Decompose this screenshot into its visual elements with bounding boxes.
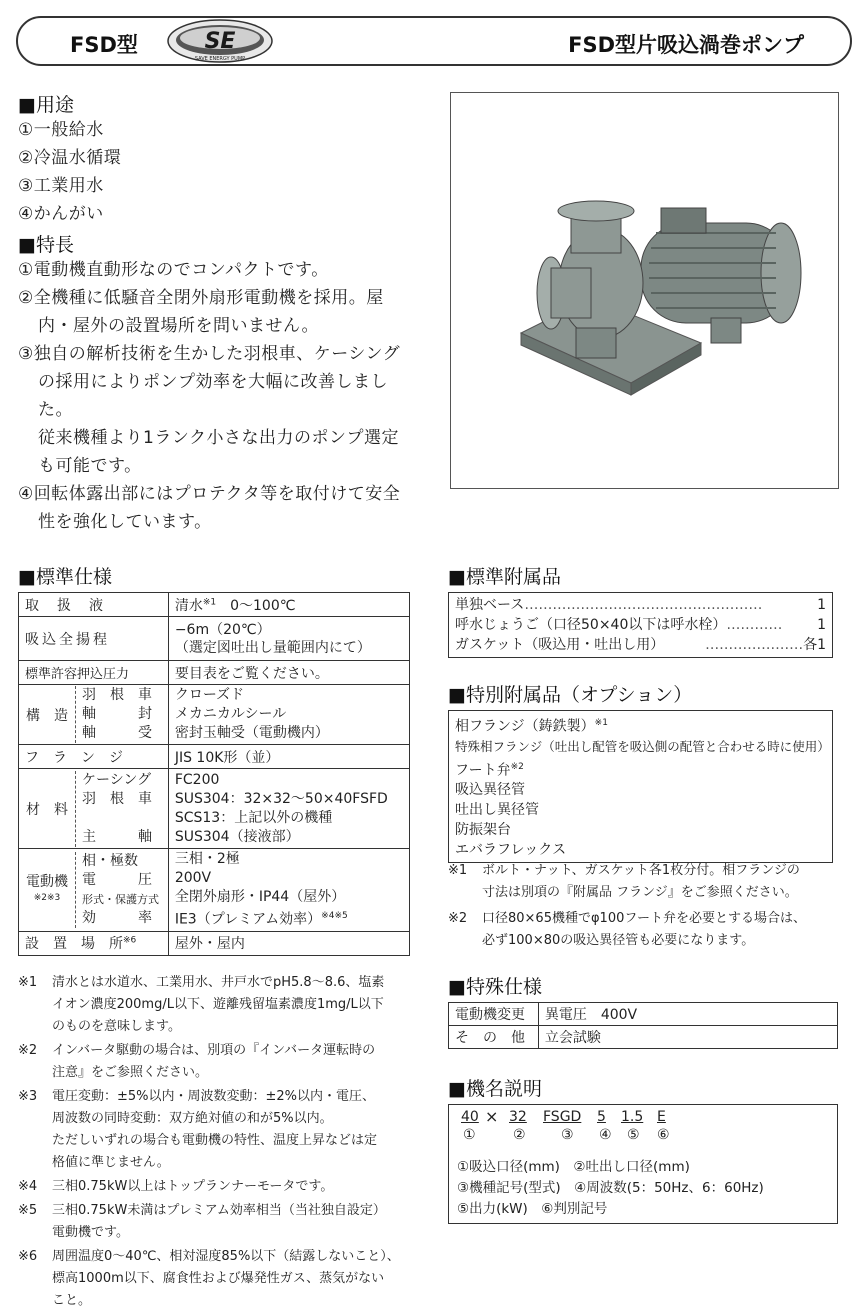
spec-label-motor: 電動機 ※2※3 相・極数 電 圧 形式・保護方式 効 率 <box>19 849 169 932</box>
features-list <box>18 256 418 536</box>
page-header <box>16 16 852 66</box>
list-item: 特殊相フランジ（吐出し配管を吸込側の配管と合わせる時に使用） <box>455 738 830 754</box>
special-heading: ■特殊仕様 <box>448 976 542 998</box>
spec-value-liquid: 清水$^{※1}$ 0〜100℃ <box>168 593 409 617</box>
code-part: 32 <box>509 1109 527 1125</box>
model-label: FSD型 <box>70 33 138 57</box>
table-row <box>19 661 410 685</box>
note: ※6 周囲温度0〜40℃、相対湿度85%以下（結露しないこと）、 標高1000m以下、腐食性および爆発性ガス、蒸気がない こと。 <box>18 1249 400 1308</box>
code-num: ⑥ <box>657 1127 670 1143</box>
spec-value-material: FC200 SUS304：32×32〜50×40FSFD SCS13：上記以外の機種 SUS304（接液部） <box>168 769 409 849</box>
spec-label-material: 材 料 ケーシング 羽 根 車 主 軸 <box>19 769 169 849</box>
note: ※5 三相0.75kW未満はプレミアム効率相当（当社独自設定） 電動機です。 <box>18 1203 386 1240</box>
spec-label-flange: フ ラ ン ジ <box>19 745 169 769</box>
list-item: 相フランジ（鋳鉄製）$^{※1}$ <box>455 718 608 735</box>
code-num: ③ <box>561 1127 574 1143</box>
special-label: そ の 他 <box>449 1026 539 1049</box>
code-num: ④ <box>599 1127 612 1143</box>
spec-label-pressure: 標準許容押込圧力 <box>19 661 169 685</box>
spec-label-head: 吸込全揚程 <box>19 617 169 661</box>
std-acc-box <box>448 592 833 658</box>
uses-item: ①一般給水 <box>18 120 104 140</box>
note: ※2 インバータ駆動の場合は、別項の『インバータ運転時の 注意』をご参照ください。 <box>18 1043 376 1080</box>
spec-value-location: 屋外・屋内 <box>168 931 409 955</box>
table-row <box>19 593 410 617</box>
note: ※3 電圧変動：±5%以内・周波数変動：±2%以内・電圧、 周波数の同時変動：双方絶対値の和が5%以内。 ただしいずれの場合も電動機の特性、温度上昇などは定 格値に準じません。 <box>18 1089 378 1170</box>
uses-item: ④かんがい <box>18 204 104 224</box>
note: ※2 口径80×65機種でφ100フート弁を必要とする場合は、 必ず100×80の吸込異径管も必要になります。 <box>448 911 806 948</box>
opt-acc-heading: ■特別附属品（オプション） <box>448 684 693 706</box>
uses-list <box>18 116 121 228</box>
list-item: 防振架台 <box>455 822 511 839</box>
table-row <box>449 1026 838 1049</box>
feature-line: も可能です。 <box>38 456 142 476</box>
opt-notes <box>448 860 843 952</box>
naming-desc: ①吸込口径(mm) ②吐出し口径(mm) ③機種記号(型式) ④周波数(5：50Hz、6：60Hz) ⑤出力(kW) ⑥判別記号 <box>457 1159 764 1217</box>
spec-heading: ■標準仕様 <box>18 566 112 588</box>
spec-label-location: 設 置 場 所$^{※6}$ <box>19 931 169 955</box>
list-item: ガスケット（吸込用・吐出し用） ………………… 各1 <box>455 637 826 653</box>
code-num: ⑤ <box>627 1127 640 1143</box>
code-part: FSGD <box>543 1109 582 1125</box>
se-logo-icon <box>164 18 276 64</box>
list-item: 呼水じょうご（口径50×40以下は呼水栓） ………… 1 <box>455 617 826 633</box>
spec-label-structure: 構 造 羽 根 車 軸 封 軸 受 <box>19 685 169 745</box>
code-part: 5 <box>597 1109 606 1125</box>
feature-line: 従来機種より1ランク小さな出力のポンプ選定 <box>38 428 399 448</box>
table-row <box>19 617 410 661</box>
list-item: エバラフレックス <box>455 842 567 859</box>
page-title: FSD型片吸込渦巻ポンプ <box>568 33 804 57</box>
feature-line: 性を強化しています。 <box>38 512 212 532</box>
table-row <box>19 931 410 955</box>
feature-line: ④回転体露出部にはプロテクタ等を取付けて安全 <box>18 484 401 504</box>
code-part: 40 <box>461 1109 479 1125</box>
table-row <box>19 769 410 849</box>
note: ※4 三相0.75kW以上はトップランナーモータです。 <box>18 1179 334 1194</box>
spec-value-pressure: 要目表をご覧ください。 <box>168 661 409 685</box>
logo-subtext: SAVE ENERGY PUMP <box>194 56 246 62</box>
spec-table <box>18 592 410 956</box>
table-row <box>19 849 410 932</box>
naming-heading: ■機名説明 <box>448 1078 542 1100</box>
feature-line: の採用によりポンプ効率を大幅に改善しまし <box>38 372 388 392</box>
product-photo <box>450 92 839 489</box>
logo-text: SE <box>204 29 236 54</box>
pump-illustration-icon <box>451 93 838 488</box>
table-row <box>449 1003 838 1026</box>
spec-value-head: −6m（20℃） （選定図吐出し量範囲内にて） <box>168 617 409 661</box>
uses-heading: ■用途 <box>18 94 74 116</box>
note: ※1 ボルト・ナット、ガスケット各1枚分付。相フランジの 寸法は別項の『附属品 フランジ』をご参照ください。 <box>448 863 800 900</box>
feature-line: 内・屋外の設置場所を問いません。 <box>38 316 320 336</box>
spec-value-flange: JIS 10K形（並） <box>168 745 409 769</box>
code-part: E <box>657 1109 666 1125</box>
list-item: 吐出し異径管 <box>455 802 539 819</box>
features-heading: ■特長 <box>18 234 74 256</box>
feature-line: ③独自の解析技術を生かした羽根車、ケーシング <box>18 344 401 364</box>
list-item: 単独ベース …………………………………………… 1 <box>455 597 826 613</box>
spec-value-motor: 三相・2極 200V 全閉外扇形・IP44（屋外） IE3（プレミアム効率）$^{※4※5}$ <box>168 849 409 932</box>
feature-line: ①電動機直動形なのでコンパクトです。 <box>18 260 329 280</box>
uses-item: ②冷温水循環 <box>18 148 122 168</box>
list-item: フート弁$^{※2}$ <box>455 761 524 779</box>
feature-line: ②全機種に低騒音全閉外扇形電動機を採用。屋 <box>18 288 384 308</box>
special-label: 電動機変更 <box>449 1003 539 1026</box>
code-num: ① <box>463 1127 476 1143</box>
table-row <box>19 745 410 769</box>
naming-box <box>448 1104 838 1224</box>
code-part: 1.5 <box>621 1109 644 1125</box>
special-value: 異電圧 400V <box>538 1003 837 1026</box>
std-acc-heading: ■標準附属品 <box>448 566 561 588</box>
spec-label-liquid: 取 扱 液 <box>19 593 169 617</box>
special-value: 立会試験 <box>538 1026 837 1049</box>
note: ※1 清水とは水道水、工業用水、井戸水でpH5.8〜8.6、塩素 イオン濃度200mg/L以下、遊離残留塩素濃度1mg/L以下 のものを意味します。 <box>18 975 385 1034</box>
spec-notes <box>18 972 413 1312</box>
code-num: ② <box>513 1127 526 1143</box>
opt-acc-box <box>448 710 833 863</box>
spec-value-structure: クローズド メカニカルシール 密封玉軸受（電動機内） <box>168 685 409 745</box>
model-code <box>457 1109 829 1149</box>
feature-line: た。 <box>38 400 73 420</box>
list-item: 吸込異径管 <box>455 782 525 799</box>
table-row <box>19 685 410 745</box>
code-part: × <box>485 1107 499 1126</box>
uses-item: ③工業用水 <box>18 176 104 196</box>
special-table <box>448 1002 838 1049</box>
